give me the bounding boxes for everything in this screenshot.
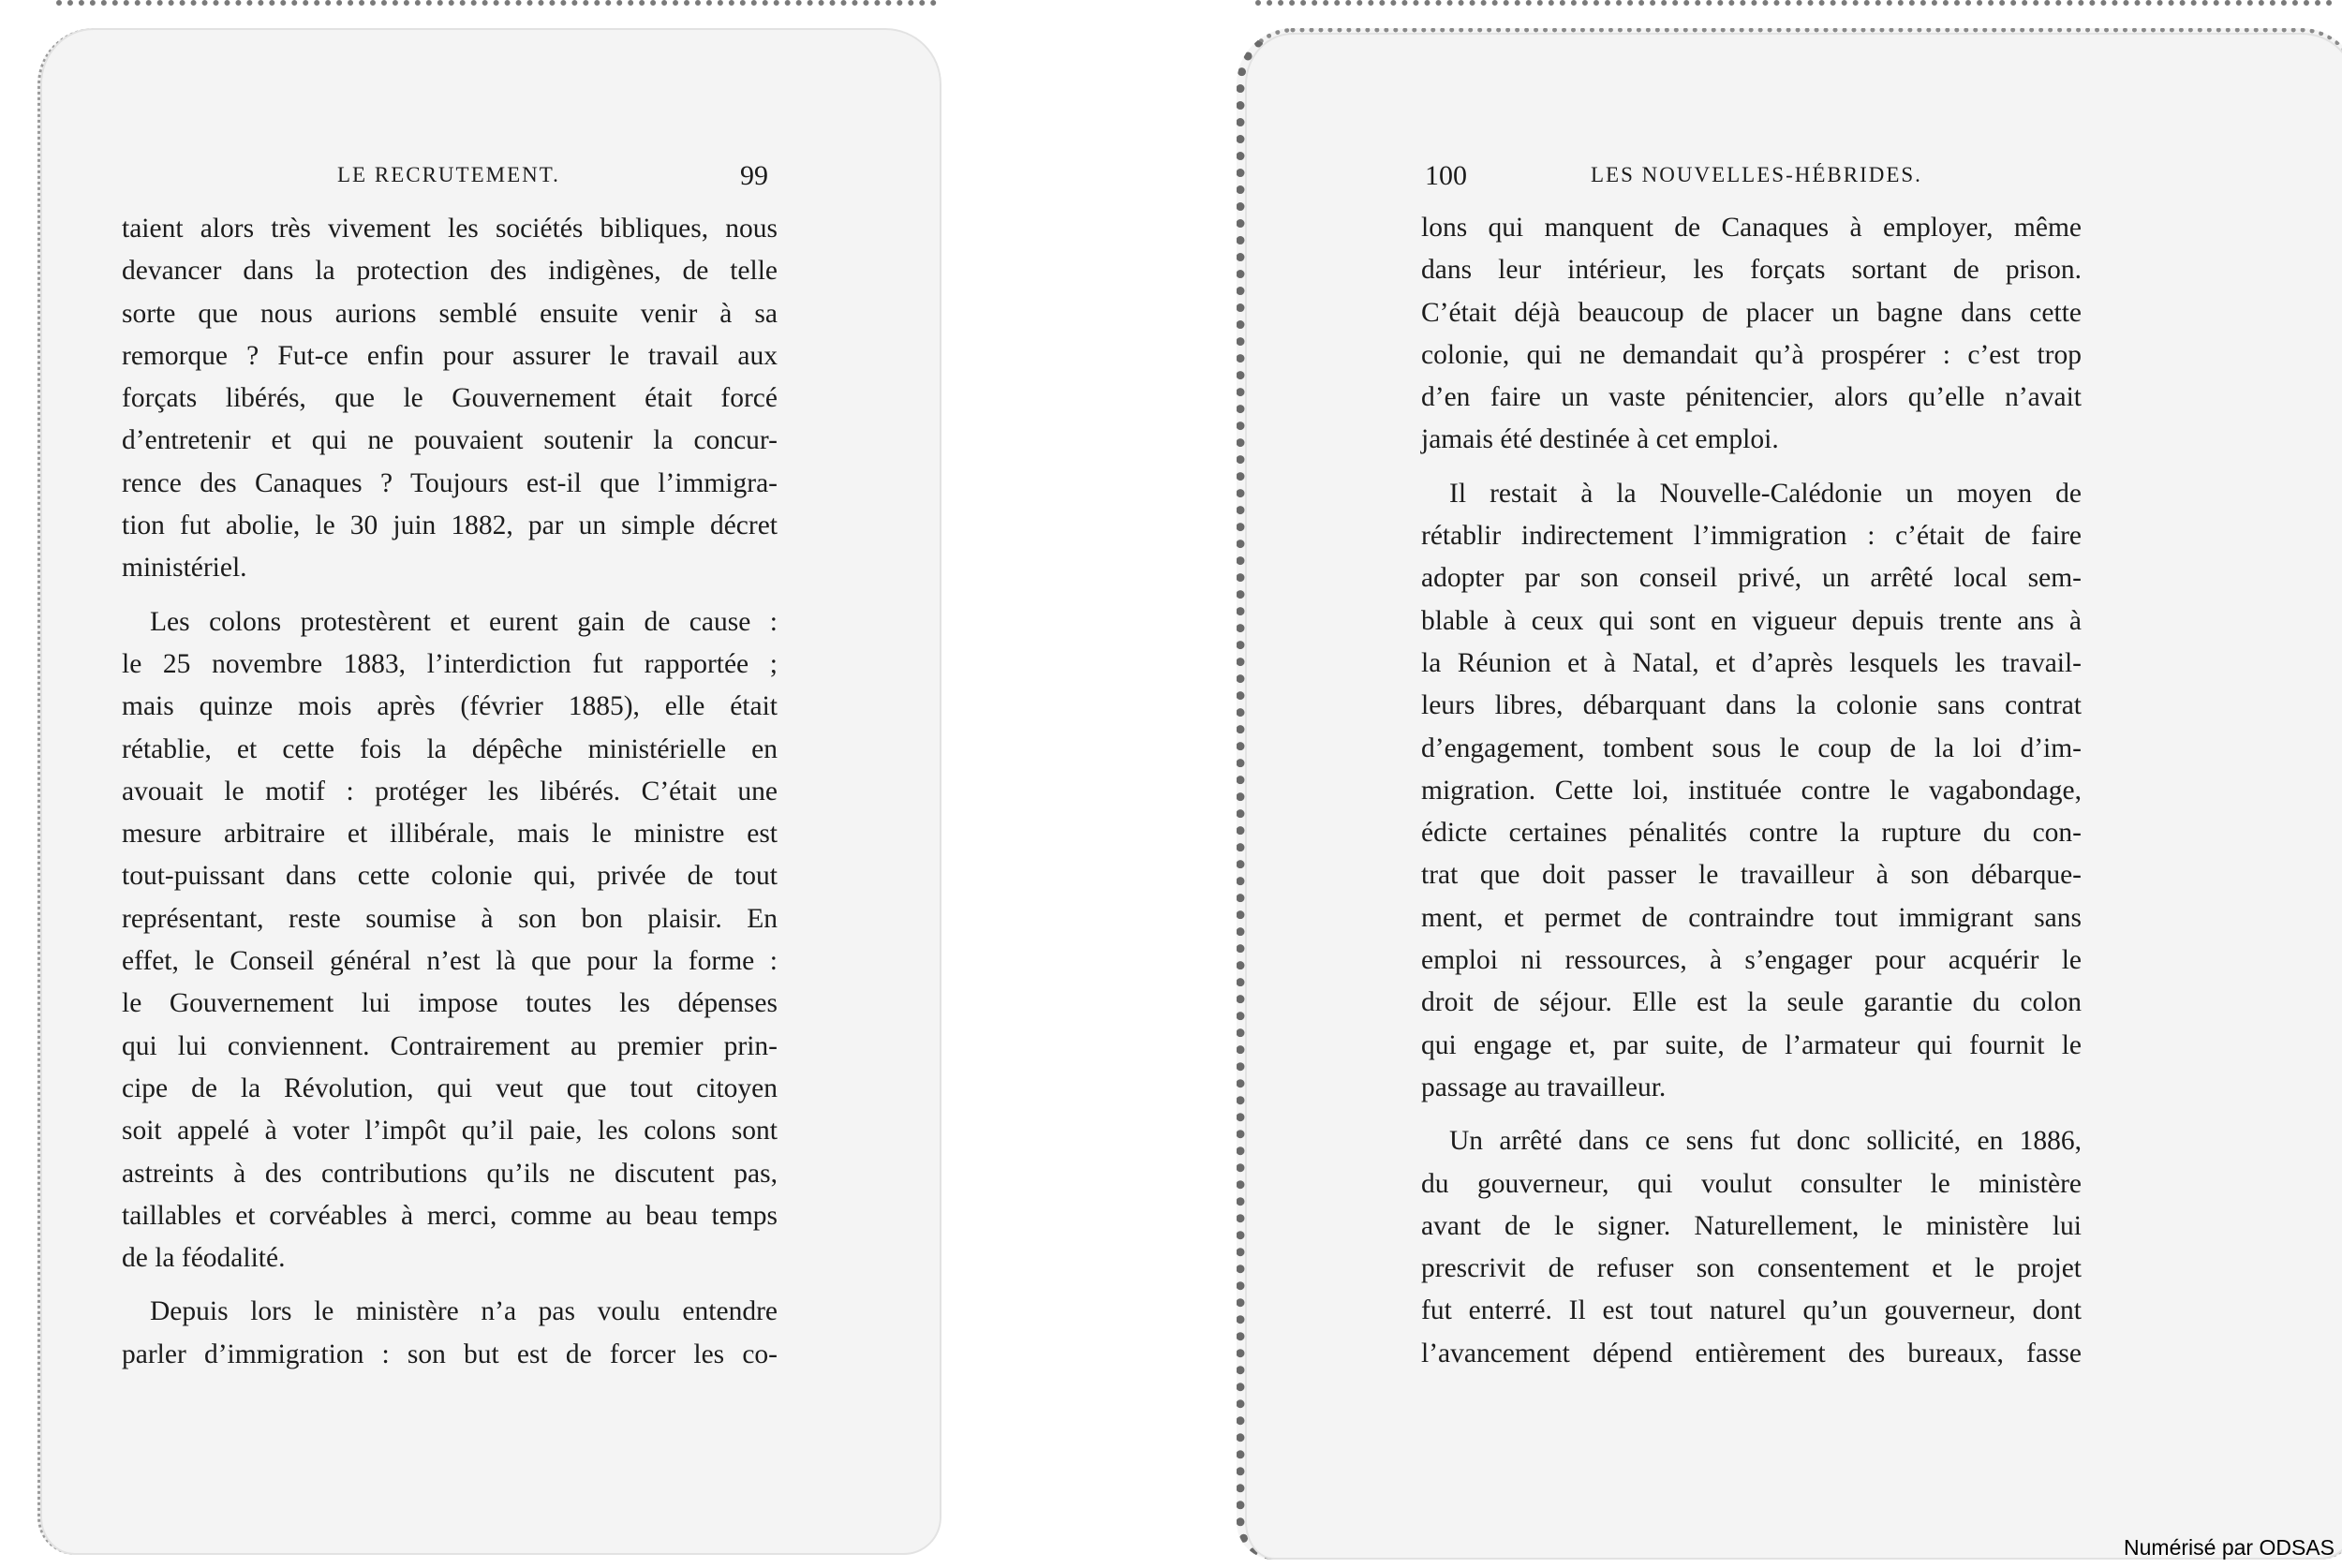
text-line: passage au travailleur. xyxy=(1421,1072,1667,1102)
text-line: Depuis lors le ministère n’a pas voulu entendre xyxy=(150,1296,778,1327)
text-line: fut enterré. Il est tout naturel qu’un gouverneur, dont xyxy=(1421,1295,2082,1326)
text-line: l’avancement dépend entièrement des bureaux, fasse xyxy=(1421,1338,2082,1368)
text-line: taillables et corvéables à merci, comme au beau temps xyxy=(122,1200,778,1231)
text-line: parler d’immigration : son but est de forcer les co- xyxy=(122,1339,778,1369)
text-line: qui engage et, par suite, de l’armateur qui fournit le xyxy=(1421,1029,2082,1060)
text-line: tion fut abolie, le 30 juin 1882, par un simple décret xyxy=(122,510,778,541)
text-line: astreints à des contributions qu’ils ne discutent pas, xyxy=(122,1158,778,1189)
text-line: remorque ? Fut-ce enfin pour assurer le travail aux xyxy=(122,340,778,371)
text-line: C’était déjà beaucoup de placer un bagne dans cette xyxy=(1421,297,2082,328)
text-line: de la féodalité. xyxy=(122,1243,286,1274)
text-line: la Réunion et à Natal, et d’après lesquels les travail- xyxy=(1421,647,2082,678)
text-line: rence des Canaques ? Toujours est-il que l’immigra- xyxy=(122,467,778,498)
text-line: mesure arbitraire et illibérale, mais le ministre est xyxy=(122,819,778,850)
text-line: le Gouvernement lui impose toutes les dépenses xyxy=(122,988,778,1019)
text-line: avant de le signer. Naturellement, le ministère lui xyxy=(1421,1210,2082,1241)
text-line: jamais été destinée à cet emploi. xyxy=(1421,424,1779,455)
text-line: avouait le motif : protéger les libérés. C’était une xyxy=(122,776,778,806)
text-line: rétablie, et cette fois la dépêche ministérielle en xyxy=(122,733,778,764)
text-line: représentant, reste soumise à son bon plaisir. En xyxy=(122,903,778,934)
text-line: leurs libres, débarquant dans la colonie sans contrat xyxy=(1421,690,2082,721)
text-line: effet, le Conseil général n’est là que pour la forme : xyxy=(122,946,778,977)
text-line: ment, et permet de contraindre tout immigrant sans xyxy=(1421,902,2082,933)
text-line: édicte certaines pénalités contre la rupture du con- xyxy=(1421,818,2082,849)
paragraph xyxy=(122,208,778,590)
text-line: d’engagement, tombent sous le coup de la loi d’im- xyxy=(1421,732,2082,763)
text-line: dans leur intérieur, les forçats sortant de prison. xyxy=(1421,255,2082,286)
text-line: lons qui manquent de Canaques à employer, même xyxy=(1421,213,2082,243)
text-line: le 25 novembre 1883, l’interdiction fut rapportée ; xyxy=(122,648,778,679)
text-line: sorte que nous aurions semblé ensuite venir à sa xyxy=(122,298,778,329)
text-line: blable à ceux qui sont en vigueur depuis trente ans à xyxy=(1421,605,2082,636)
text-line: Un arrêté dans ce sens fut donc sollicité, en 1886, xyxy=(1449,1126,2082,1157)
text-line: d’entretenir et qui ne pouvaient soutenir la concur- xyxy=(122,425,778,456)
right-page-body xyxy=(1421,207,2082,1375)
text-line: qui lui conviennent. Contrairement au premier prin- xyxy=(122,1030,778,1061)
text-line: prescrivit de refuser son consentement et le projet xyxy=(1421,1253,2082,1284)
paragraph xyxy=(1421,473,2082,1109)
paragraph xyxy=(1421,1120,2082,1375)
text-line: colonie, qui ne demandait qu’à prospérer : c’est trop xyxy=(1421,339,2082,370)
text-line: emploi ni ressources, à s’engager pour acquérir le xyxy=(1421,945,2082,976)
text-line: ministériel. xyxy=(122,553,247,584)
right-page-top-edge xyxy=(1255,0,2333,19)
text-line: tout-puissant dans cette colonie qui, privée de tout xyxy=(122,861,778,892)
text-line: rétablir indirectement l’immigration : c’était de faire xyxy=(1421,521,2082,552)
text-line: cipe de la Révolution, qui veut que tout citoyen xyxy=(122,1072,778,1103)
text-line: Les colons protestèrent et eurent gain de cause : xyxy=(150,606,778,637)
text-line: soit appelé à voter l’impôt qu’il paie, les colons sont xyxy=(122,1116,778,1146)
text-line: Il restait à la Nouvelle-Calédonie un moyen de xyxy=(1449,478,2082,509)
paragraph xyxy=(1421,207,2082,462)
left-page-top-edge xyxy=(56,0,937,19)
paragraph xyxy=(122,1291,778,1376)
digitization-watermark: Numérisé par ODSAS xyxy=(2124,1535,2335,1560)
left-running-head: LE RECRUTEMENT. xyxy=(337,163,560,186)
paragraph xyxy=(122,601,778,1280)
text-line: trat que doit passer le travailleur à son débarque- xyxy=(1421,860,2082,891)
text-line: mais quinze mois après (février 1885), elle était xyxy=(122,691,778,722)
left-page-body xyxy=(122,208,778,1376)
text-line: du gouverneur, qui voulut consulter le ministère xyxy=(1421,1168,2082,1199)
text-line: forçats libérés, que le Gouvernement était forcé xyxy=(122,383,778,414)
text-line: taient alors très vivement les sociétés bibliques, nous xyxy=(122,214,778,244)
left-page-number: 99 xyxy=(740,160,768,191)
text-line: d’en faire un vaste pénitencier, alors qu’elle n’avait xyxy=(1421,382,2082,413)
text-line: adopter par son conseil privé, un arrêté local sem- xyxy=(1421,563,2082,594)
right-page-number: 100 xyxy=(1425,160,1467,191)
right-running-head: LES NOUVELLES-HÉBRIDES. xyxy=(1591,163,1922,186)
text-line: droit de séjour. Elle est la seule garantie du colon xyxy=(1421,987,2082,1018)
text-line: migration. Cette loi, instituée contre le vagabondage, xyxy=(1421,775,2082,806)
text-line: devancer dans la protection des indigènes, de telle xyxy=(122,256,778,287)
